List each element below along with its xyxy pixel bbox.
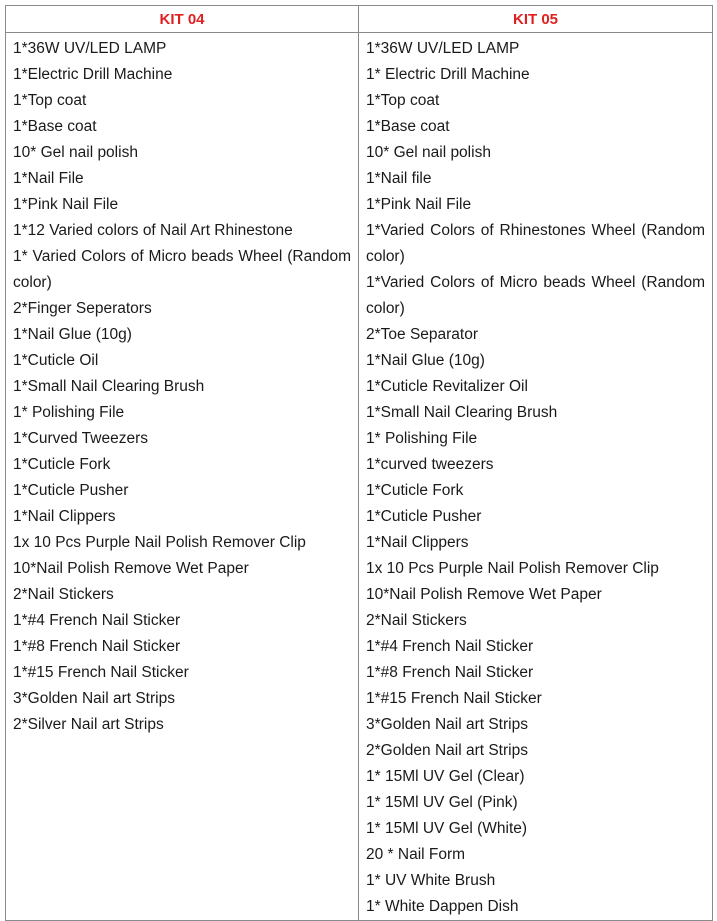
list-item: 1* 15Ml UV Gel (Pink) [366,794,518,811]
list-item: 1* Varied Colors of Micro beads Wheel (Random color) [13,248,351,291]
list-item: 1*36W UV/LED LAMP [13,40,167,57]
list-item: 1*Nail Clippers [366,534,469,551]
list-item: 1*Top coat [13,92,87,109]
list-item: 1x 10 Pcs Purple Nail Polish Remover Clip [366,560,659,577]
list-item: 1*Nail Glue (10g) [366,352,485,369]
list-item: 1* UV White Brush [366,872,496,889]
table-body-row [6,33,713,921]
list-item: 1*Varied Colors of Rhinestones Wheel (Random color) [366,222,705,265]
kit-05-cell [359,33,713,921]
list-item: 10*Nail Polish Remove Wet Paper [13,560,249,577]
list-item: 1*Curved Tweezers [13,430,148,447]
kit-04-item-list [13,36,351,738]
list-item: 1*Base coat [13,118,97,135]
list-item: 1*Cuticle Pusher [13,482,129,499]
list-item: 2*Silver Nail art Strips [13,716,164,733]
list-item: 1*Cuticle Oil [13,352,99,369]
list-item: 1*#4 French Nail Sticker [366,638,534,655]
list-item: 1*Electric Drill Machine [13,66,173,83]
list-item: 1*36W UV/LED LAMP [366,40,520,57]
list-item: 1*#8 French Nail Sticker [366,664,534,681]
list-item: 1*Nail Clippers [13,508,116,525]
list-item: 1* White Dappen Dish [366,898,519,915]
list-item: 1*Cuticle Fork [366,482,464,499]
list-item: 1* 15Ml UV Gel (White) [366,820,528,837]
list-item: 1*Small Nail Clearing Brush [366,404,558,421]
list-item: 1*Pink Nail File [13,196,119,213]
list-item: 2*Nail Stickers [13,586,114,603]
list-item: 1*Cuticle Pusher [366,508,482,525]
list-item: 1* Electric Drill Machine [366,66,530,83]
list-item: 1*12 Varied colors of Nail Art Rhinestone [13,222,293,239]
kit-05-header: KIT 05 [359,6,713,33]
list-item: 2*Golden Nail art Strips [366,742,528,759]
list-item: 1*Small Nail Clearing Brush [13,378,205,395]
list-item: 1*Nail Glue (10g) [13,326,132,343]
list-item: 1*Top coat [366,92,440,109]
list-item: 2*Toe Separator [366,326,479,343]
kit-05-item-list [366,36,705,920]
list-item: 1* Polishing File [13,404,125,421]
list-item: 1*Base coat [366,118,450,135]
list-item: 1* 15Ml UV Gel (Clear) [366,768,525,785]
list-item: 2*Nail Stickers [366,612,467,629]
list-item: 1*Cuticle Revitalizer Oil [366,378,528,395]
list-item: 1*Nail File [13,170,84,187]
kit-04-cell [6,33,359,921]
list-item: 1*#15 French Nail Sticker [366,690,542,707]
table-header-row [6,6,713,33]
list-item: 10* Gel nail polish [366,144,491,161]
list-item: 10*Nail Polish Remove Wet Paper [366,586,602,603]
list-item: 2*Finger Seperators [13,300,152,317]
list-item: 1*Pink Nail File [366,196,472,213]
list-item: 1*Nail file [366,170,432,187]
list-item: 1* Polishing File [366,430,478,447]
list-item: 3*Golden Nail art Strips [13,690,175,707]
list-item: 1*Cuticle Fork [13,456,111,473]
list-item: 1x 10 Pcs Purple Nail Polish Remover Clip [13,534,306,551]
list-item: 10* Gel nail polish [13,144,138,161]
list-item: 1*#4 French Nail Sticker [13,612,181,629]
list-item: 1*Varied Colors of Micro beads Wheel (Random color) [366,274,705,317]
list-item: 1*#15 French Nail Sticker [13,664,189,681]
kit-04-header: KIT 04 [6,6,359,33]
list-item: 20 * Nail Form [366,846,466,863]
list-item: 1*#8 French Nail Sticker [13,638,181,655]
list-item: 1*curved tweezers [366,456,494,473]
list-item: 3*Golden Nail art Strips [366,716,528,733]
kit-comparison-table [5,5,713,921]
